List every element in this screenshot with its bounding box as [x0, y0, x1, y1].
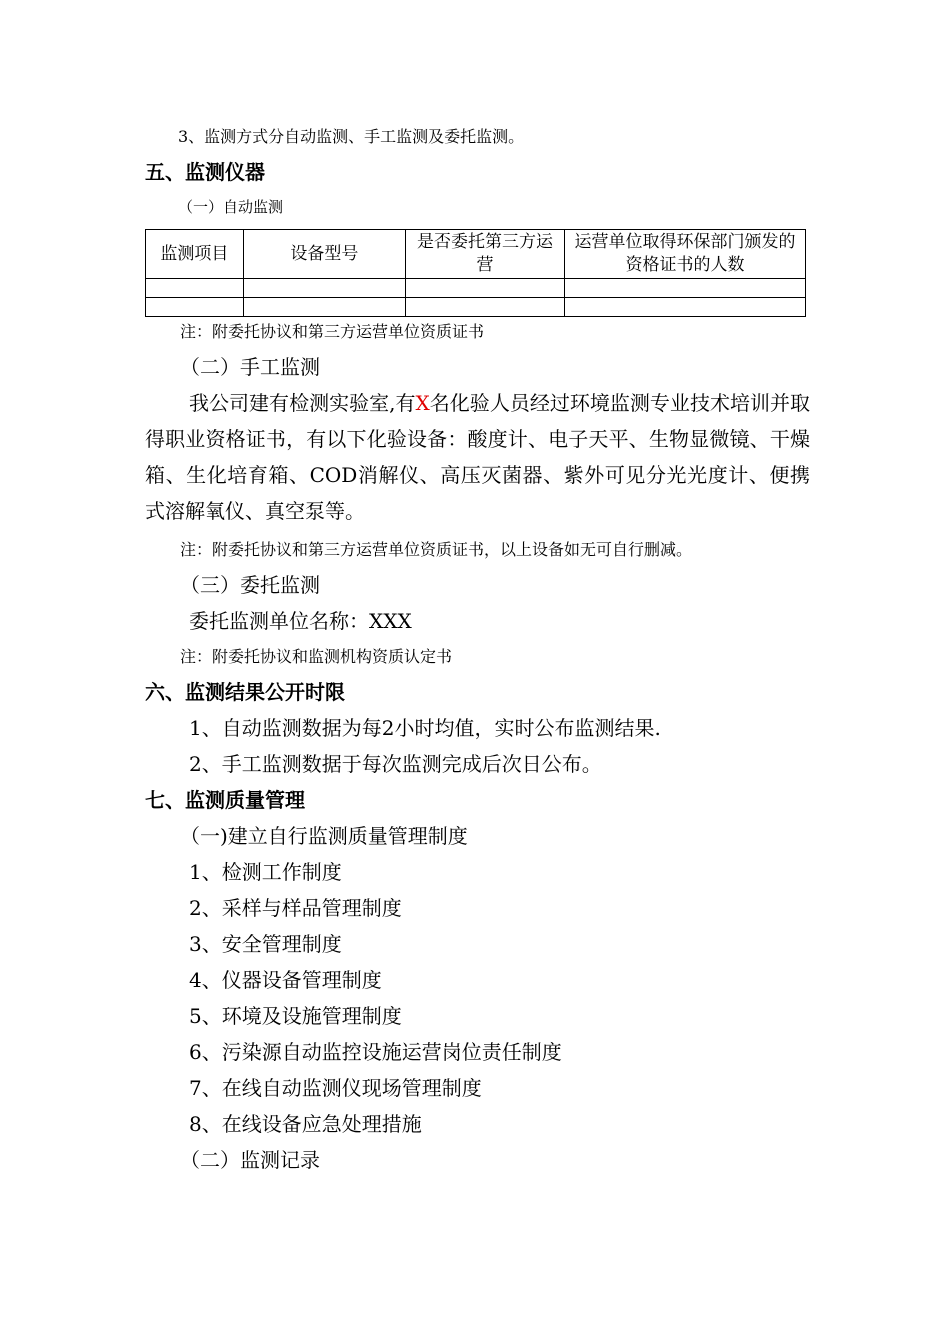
quality-rule-item: 3、安全管理制度 — [189, 932, 342, 956]
auto-monitoring-note: 注：附委托协议和第三方运营单位资质证书 — [180, 322, 485, 341]
auto-monitoring-subtitle: （一）自动监测 — [178, 198, 284, 216]
quality-rule-item: 6、污染源自动监控设施运营岗位责任制度 — [189, 1040, 562, 1064]
table-header-text: 运营单位取得环保部门颁发的资格证书的人数 — [574, 232, 796, 275]
table-cell — [406, 279, 565, 298]
manual-monitoring-subtitle: （二）手工监测 — [180, 355, 320, 379]
table-header-text: 是否委托第三方运营 — [417, 232, 554, 275]
staff-count-placeholder: X — [415, 391, 430, 415]
table-row — [146, 279, 806, 298]
quality-rule-item: 8、在线设备应急处理措施 — [189, 1112, 422, 1136]
section-6-heading: 六、监测结果公开时限 — [145, 680, 345, 704]
section-5-heading: 五、监测仪器 — [145, 160, 265, 184]
table-row — [146, 298, 806, 317]
table-header-cell — [406, 230, 565, 279]
table-header-cell: 监测项目 — [146, 230, 244, 279]
table-cell — [146, 298, 244, 317]
table-cell — [406, 298, 565, 317]
entrusted-monitoring-subtitle: （三）委托监测 — [180, 573, 320, 597]
table-header-row — [146, 230, 806, 279]
disclosure-item: 2、手工监测数据于每次监测完成后次日公布。 — [189, 752, 602, 776]
quality-rule-item: 4、仪器设备管理制度 — [189, 968, 382, 992]
quality-rule-item: 7、在线自动监测仪现场管理制度 — [189, 1076, 482, 1100]
paragraph-text: 名化验人员经过环境监测专业技术培训并取得职业资格证书，有以下化验设备：酸度计、电子天平、生物显微镜、干燥箱、生化培育箱、COD消解仪、高压灭菌器、紫外可见分光光度计、便携式溶解氧仪、真空泵等。 — [145, 391, 811, 523]
quality-system-subtitle: （一)建立自行监测质量管理制度 — [180, 824, 468, 848]
table-cell — [146, 279, 244, 298]
monitoring-records-subtitle: （二）监测记录 — [180, 1148, 320, 1172]
entrusted-monitoring-note: 注：附委托协议和监测机构资质认定书 — [180, 647, 453, 666]
table-header-cell: 设备型号 — [243, 230, 405, 279]
monitoring-method-item: 3、监测方式分自动监测、手工监测及委托监测。 — [178, 127, 525, 146]
section-7-heading: 七、监测质量管理 — [145, 788, 305, 812]
manual-monitoring-paragraph — [145, 385, 810, 529]
paragraph-text: 我公司建有检测实验室,有 — [189, 391, 416, 415]
table-header-cell — [565, 230, 806, 279]
table-cell — [565, 279, 806, 298]
entrusted-unit-name: 委托监测单位名称：XXX — [189, 609, 412, 633]
disclosure-item: 1、自动监测数据为每2小时均值，实时公布监测结果. — [189, 716, 661, 740]
table-cell — [243, 279, 405, 298]
quality-rule-item: 1、检测工作制度 — [189, 860, 342, 884]
table-cell — [565, 298, 806, 317]
table-cell — [243, 298, 405, 317]
instrument-table — [145, 229, 806, 317]
quality-rule-item: 2、采样与样品管理制度 — [189, 896, 402, 920]
manual-monitoring-note: 注：附委托协议和第三方运营单位资质证书，以上设备如无可自行删减。 — [180, 540, 693, 559]
quality-rule-item: 5、环境及设施管理制度 — [189, 1004, 402, 1028]
